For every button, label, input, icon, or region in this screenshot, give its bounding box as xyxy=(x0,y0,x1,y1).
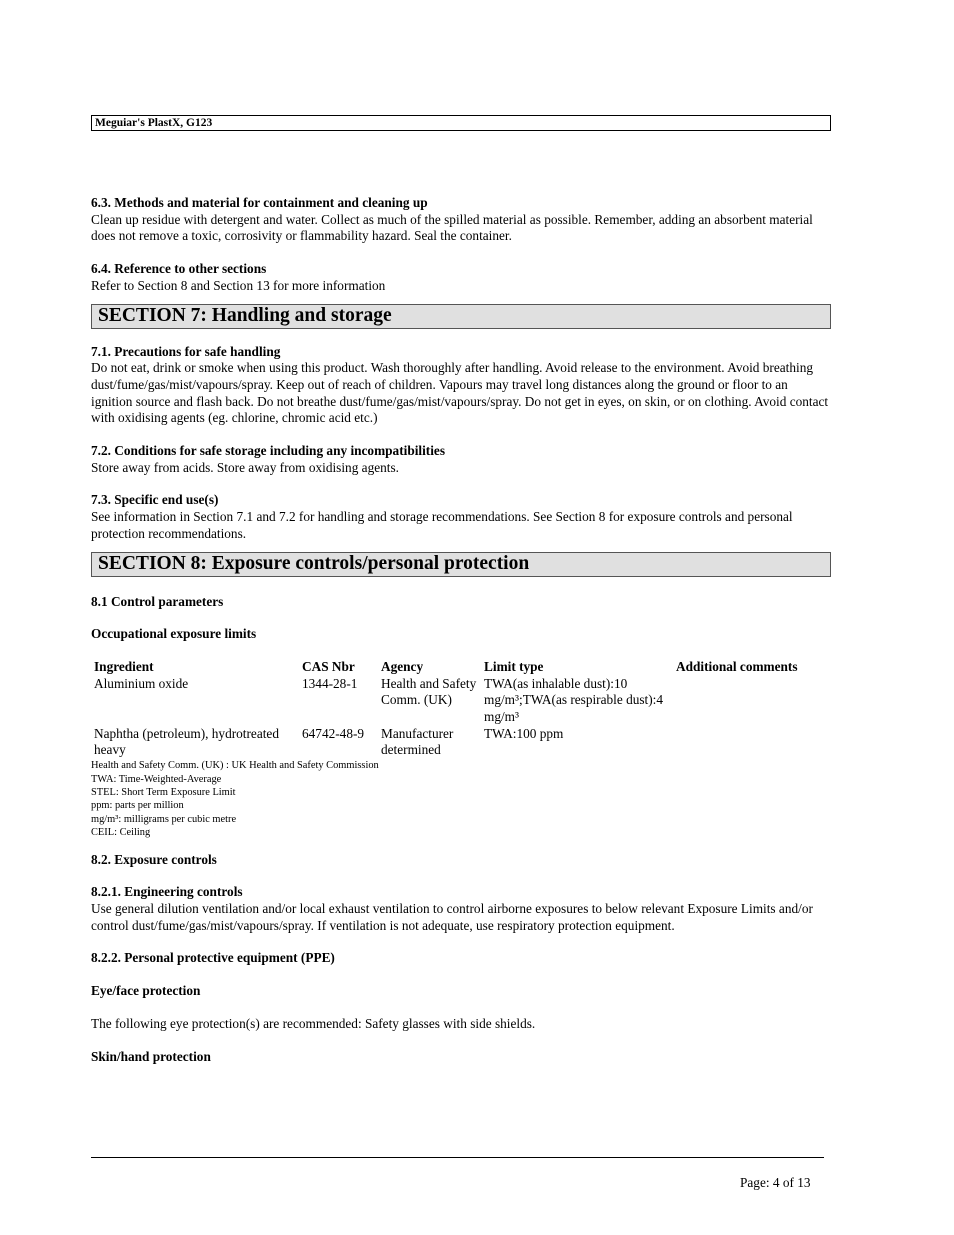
body-6-3: Clean up residue with detergent and water. Collect as much of the spilled material as possible. Remember, adding an absorbent material does not remove a toxic, corrosivity or flammability hazard. Seal the container. xyxy=(91,211,813,244)
heading-7-1: 7.1. Precautions for safe handling xyxy=(91,343,281,359)
heading-8-2-2: 8.2.2. Personal protective equipment (PPE) xyxy=(91,950,335,966)
heading-eye-protection: Eye/face protection xyxy=(91,983,201,999)
heading-8-2-1: 8.2.1. Engineering controls xyxy=(91,884,243,900)
product-name-header: Meguiar's PlastX, G123 xyxy=(91,115,831,131)
heading-7-2: 7.2. Conditions for safe storage including any incompatibilities xyxy=(91,443,445,459)
body-7-2: Store away from acids. Store away from oxidising agents. xyxy=(91,459,399,475)
document-content xyxy=(91,195,831,1065)
cell-cas: 1344-28-1 xyxy=(302,675,358,691)
heading-oel: Occupational exposure limits xyxy=(91,626,257,642)
heading-8-2: 8.2. Exposure controls xyxy=(91,851,217,867)
cell-agency: Health and Safety Comm. (UK) xyxy=(381,675,477,708)
page-number: Page: 4 of 13 xyxy=(740,1175,811,1190)
legend-line: CEIL: Ceiling xyxy=(91,827,151,839)
cell-cas: 64742-48-9 xyxy=(302,725,365,741)
legend-line: mg/m³: milligrams per cubic metre xyxy=(91,813,237,825)
col-agency: Agency xyxy=(381,658,424,674)
cell-limit-type: TWA(as inhalable dust):10 mg/m³;TWA(as respirable dust):4 mg/m³ xyxy=(484,675,664,725)
cell-limit-type: TWA:100 ppm xyxy=(484,725,564,741)
section-8-title: SECTION 8: Exposure controls/personal protection xyxy=(91,552,831,577)
cell-comments xyxy=(674,676,832,726)
body-8-2-1: Use general dilution ventilation and/or local exhaust ventilation to control airborne exposures to below relevant Exposure Limits and/or control dust/fume/gas/mist/vapours/spray. If ventilation is not adequate, use respiratory protection equipment. xyxy=(91,901,813,933)
heading-skin-protection: Skin/hand protection xyxy=(91,1048,211,1064)
body-eye-protection: The following eye protection(s) are recommended: Safety glasses with side shields. xyxy=(91,1015,536,1031)
legend-line: TWA: Time-Weighted-Average xyxy=(91,773,222,785)
heading-8-1: 8.1 Control parameters xyxy=(91,593,224,609)
body-7-1: Do not eat, drink or smoke when using this product. Wash thoroughly after handling. Avoid release to the environment. Avoid breathing dust/fume/gas/mist/vapours/spray. Keep out of reach of children. Vapours may travel long distances along the ground or floor to an ignition source and flash back. Do not breathe dust/fume/gas/mist/vapours/spray. Do not get in eyes, on skin, or on clothing. Avoid contact with oxidising agents (eg. chlorine, chromic acid etc.) xyxy=(91,360,829,426)
cell-ingredient: Naphtha (petroleum), hydrotreated heavy xyxy=(94,725,279,758)
cell-comments xyxy=(674,726,832,759)
heading-7-3: 7.3. Specific end use(s) xyxy=(91,492,219,508)
footer-divider xyxy=(91,1157,824,1158)
col-limit-type: Limit type xyxy=(484,658,544,674)
table-row xyxy=(92,726,832,759)
exposure-limits-table xyxy=(92,659,832,759)
table-header-row xyxy=(92,659,832,676)
abbreviation-legend xyxy=(91,759,831,839)
body-6-4: Refer to Section 8 and Section 13 for more information xyxy=(91,277,386,293)
cell-ingredient: Aluminium oxide xyxy=(94,675,189,691)
cell-agency: Manufacturer determined xyxy=(381,725,454,758)
col-cas: CAS Nbr xyxy=(302,658,355,674)
table-row xyxy=(92,676,832,726)
legend-line: Health and Safety Comm. (UK) : UK Health and Safety Commission xyxy=(91,760,379,772)
heading-6-4: 6.4. Reference to other sections xyxy=(91,261,267,277)
col-comments: Additional comments xyxy=(676,658,798,674)
legend-line: ppm: parts per million xyxy=(91,800,184,812)
heading-6-3: 6.3. Methods and material for containment and cleaning up xyxy=(91,195,428,210)
col-ingredient: Ingredient xyxy=(94,658,154,674)
legend-line: STEL: Short Term Exposure Limit xyxy=(91,786,236,798)
section-7-title: SECTION 7: Handling and storage xyxy=(91,304,831,329)
body-7-3: See information in Section 7.1 and 7.2 for handling and storage recommendations. See Section 8 for exposure controls and personal protection recommendations. xyxy=(91,509,793,541)
